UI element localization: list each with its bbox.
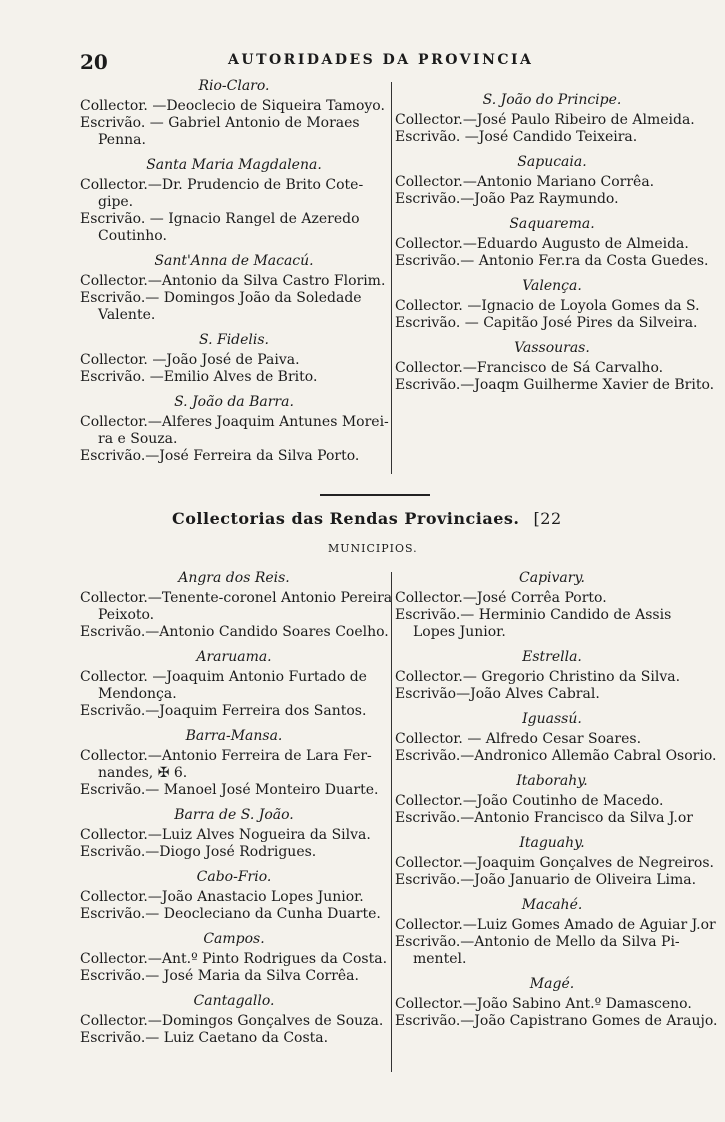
escrivao-entry [395, 686, 709, 703]
escrivao-entry [80, 369, 388, 386]
authority-entry [395, 278, 709, 332]
entry-text: Escrivão.— Luiz Caetano da Costa. [80, 1030, 329, 1046]
entry-text: Escrivão. —Emilio Alves de Brito. [80, 369, 318, 385]
entry-continuation: Lopes Junior. [413, 624, 506, 640]
escrivao-entry [395, 315, 709, 332]
place-name: Campos. [203, 931, 265, 947]
escrivao-entry [80, 115, 388, 149]
authority-entry [395, 570, 709, 641]
authority-entry [80, 394, 388, 465]
authority-entry [395, 92, 709, 146]
entry-text: Collector.—João Coutinho de Macedo. [395, 793, 664, 809]
section-title-text: Collectorias das Rendas Provinciaes. [172, 509, 520, 528]
entry-continuation: nandes, ✠ 6. [98, 765, 188, 781]
entry-text: Collector. —Deoclecio de Siqueira Tamoyo. [80, 98, 385, 114]
entry-text: Escrivão.—João Januario de Oliveira Lima. [395, 872, 697, 888]
entry-continuation: ra e Souza. [98, 431, 178, 447]
running-head: AUTORIDADES DA PROVINCIA [228, 52, 534, 68]
entry-text: Escrivão.—José Ferreira da Silva Porto. [80, 448, 360, 464]
collector-entry [395, 360, 709, 377]
entry-text: Escrivão.—Diogo José Rodrigues. [80, 844, 317, 860]
top-right-column [395, 92, 715, 402]
entry-text: Collector.— Gregorio Christino da Silva. [395, 669, 681, 685]
place-name: Cantagallo. [193, 993, 275, 1009]
entry-continuation: Peixoto. [98, 607, 155, 623]
entry-text: Collector.—Alferes Joaquim Antunes Morei- [80, 414, 389, 430]
escrivao-entry [80, 782, 388, 799]
authority-entry [395, 154, 709, 208]
authority-entry [395, 835, 714, 889]
escrivao-entry [395, 934, 709, 968]
entry-text: Escrivão.— Domingos João da Soledade [80, 290, 362, 306]
collector-entry [80, 590, 393, 624]
entry-continuation: mentel. [413, 951, 467, 967]
escrivao-entry [80, 1030, 388, 1047]
collector-entry [80, 352, 388, 369]
authority-entry [80, 570, 393, 641]
place-name: Vassouras. [514, 340, 590, 356]
place-name: Santa Maria Magdalena. [146, 157, 322, 173]
escrivao-entry [80, 968, 388, 985]
entry-text: Escrivão.—Andronico Allemão Cabral Osorio. [395, 748, 717, 764]
entry-text: Escrivão.— Manoel José Monteiro Duarte. [80, 782, 379, 798]
entry-text: Collector.—Domingos Gonçalves de Souza. [80, 1013, 384, 1029]
place-name: Magé. [529, 976, 575, 992]
entry-text: Escrivão. — Capitão José Pires da Silveira. [395, 315, 698, 331]
entry-text: Escrivão.— Deocleciano da Cunha Duarte. [80, 906, 381, 922]
entry-continuation: Valente. [98, 307, 156, 323]
collector-entry [80, 669, 388, 703]
escrivao-entry [80, 624, 388, 641]
place-name: Barra-Mansa. [185, 728, 283, 744]
escrivao-entry [80, 290, 388, 324]
collector-entry [395, 174, 709, 191]
collector-entry [80, 98, 388, 115]
place-name: S. Fidelis. [198, 332, 270, 348]
collector-entry [80, 1013, 388, 1030]
entry-text: Escrivão—João Alves Cabral. [395, 686, 600, 702]
entry-continuation: gipe. [98, 194, 134, 210]
entry-text: Escrivão.—Antonio de Mello da Silva Pi- [395, 934, 680, 950]
entry-text: Collector.—Antonio Mariano Corrêa. [395, 174, 655, 190]
escrivao-entry [80, 844, 388, 861]
entry-text: Collector.—José Corrêa Porto. [395, 590, 607, 606]
place-name: Macahé. [521, 897, 583, 913]
escrivao-entry [80, 211, 388, 245]
collector-entry [80, 827, 388, 844]
authority-entry [80, 931, 388, 985]
collector-entry [395, 590, 709, 607]
entry-text: Collector.—Tenente-coronel Antonio Pereira [80, 590, 393, 606]
entry-text: Collector.—João Anastacio Lopes Junior. [80, 889, 364, 905]
collector-entry [80, 951, 388, 968]
place-name: Barra de S. João. [174, 807, 294, 823]
entry-text: Escrivão.— José Maria da Silva Corrêa. [80, 968, 359, 984]
escrivao-entry [395, 1013, 718, 1030]
escrivao-entry [80, 448, 388, 465]
authority-entry [80, 253, 388, 324]
collector-entry [80, 177, 388, 211]
authority-entry [395, 340, 715, 394]
place-name: Capivary. [519, 570, 585, 586]
authority-entry [80, 332, 388, 386]
collector-entry [80, 748, 388, 782]
collector-entry [395, 112, 709, 129]
place-name: Angra dos Reis. [178, 570, 290, 586]
entry-text: Collector. —Ignacio de Loyola Gomes da S. [395, 298, 700, 314]
entry-text: Collector. —Joaquim Antonio Furtado de [80, 669, 367, 685]
authority-entry [395, 711, 717, 765]
entry-text: Escrivão.—Joaqm Guilherme Xavier de Brito. [395, 377, 715, 393]
escrivao-entry [80, 906, 388, 923]
place-name: Estrella. [522, 649, 582, 665]
entry-text: Collector.—Joaquim Gonçalves de Negreiros. [395, 855, 714, 871]
place-name: Rio-Claro. [198, 78, 270, 94]
page-number: 20 [80, 50, 108, 74]
escrivao-entry [395, 872, 709, 889]
collector-entry [80, 273, 388, 290]
authority-entry [395, 897, 716, 968]
entry-text: Collector.—Antonio Ferreira de Lara Fer- [80, 748, 372, 764]
escrivao-entry [395, 253, 709, 270]
collector-entry [80, 889, 388, 906]
authority-entry [80, 728, 388, 799]
entry-continuation: Penna. [98, 132, 146, 148]
place-name: Araruama. [196, 649, 272, 665]
entry-text: Escrivão.—João Capistrano Gomes de Araujo. [395, 1013, 718, 1029]
entry-text: Collector.—Francisco de Sá Carvalho. [395, 360, 664, 376]
escrivao-entry [395, 748, 717, 765]
section-subtitle: MUNICIPIOS. [328, 542, 418, 555]
entry-text: Escrivão.—João Paz Raymundo. [395, 191, 619, 207]
entry-text: Collector.—José Paulo Ribeiro de Almeida. [395, 112, 695, 128]
entry-continuation: Mendonça. [98, 686, 177, 702]
authority-entry [395, 976, 718, 1030]
entry-text: Collector. — Alfredo Cesar Soares. [395, 731, 642, 747]
escrivao-entry [395, 810, 709, 827]
collector-entry [395, 996, 709, 1013]
authority-entry [395, 216, 709, 270]
entry-text: Collector.—Antonio da Silva Castro Florim. [80, 273, 386, 289]
collector-entry [395, 236, 709, 253]
entry-text: Escrivão.—Antonio Candido Soares Coelho. [80, 624, 389, 640]
authority-entry [80, 157, 388, 245]
place-name: Itaborahy. [516, 773, 588, 789]
place-name: Sapucaia. [517, 154, 587, 170]
escrivao-entry [395, 377, 715, 394]
entry-text: Collector.—Luiz Alves Nogueira da Silva. [80, 827, 371, 843]
escrivao-entry [395, 607, 709, 641]
place-name: Cabo-Frio. [196, 869, 272, 885]
entry-text: Escrivão.— Herminio Candido de Assis [395, 607, 672, 623]
collector-entry [395, 731, 709, 748]
entry-text: Escrivão.—Joaquim Ferreira dos Santos. [80, 703, 367, 719]
authority-entry [80, 869, 388, 923]
bottom-column-divider [391, 572, 392, 1072]
entry-text: Collector. —João José de Paiva. [80, 352, 300, 368]
collector-entry [80, 414, 388, 448]
authority-entry [80, 78, 388, 149]
authority-entry [395, 773, 709, 827]
collector-entry [395, 669, 709, 686]
authority-entry [80, 993, 388, 1047]
place-name: Saquarema. [509, 216, 595, 232]
bottom-right-column [395, 570, 718, 1038]
top-left-column [80, 78, 388, 473]
entry-text: Escrivão.—Antonio Francisco da Silva J.or [395, 810, 693, 826]
entry-text: Collector.—João Sabino Ant.º Damasceno. [395, 996, 692, 1012]
place-name: Sant'Anna de Macacú. [154, 253, 314, 269]
entry-text: Escrivão. —José Candido Teixeira. [395, 129, 638, 145]
place-name: S. João da Barra. [174, 394, 294, 410]
section-title [172, 509, 562, 528]
entry-text: Escrivão. — Gabriel Antonio de Moraes [80, 115, 360, 131]
place-name: S. João do Principe. [482, 92, 622, 108]
authority-entry [80, 649, 388, 720]
entry-text: Collector.—Luiz Gomes Amado de Aguiar J.or [395, 917, 716, 933]
escrivao-entry [395, 191, 709, 208]
entry-text: Escrivão. — Ignacio Rangel de Azeredo [80, 211, 360, 227]
place-name: Iguassú. [522, 711, 582, 727]
authority-entry [80, 807, 388, 861]
collector-entry [395, 855, 714, 872]
escrivao-entry [80, 703, 388, 720]
collector-entry [395, 917, 716, 934]
place-name: Valença. [522, 278, 582, 294]
bottom-left-column [80, 570, 393, 1055]
section-separator [320, 494, 430, 496]
top-column-divider [391, 82, 392, 474]
collector-entry [395, 298, 709, 315]
escrivao-entry [395, 129, 709, 146]
entry-text: Escrivão.— Antonio Fer.ra da Costa Guedes. [395, 253, 709, 269]
entry-text: Collector.—Ant.º Pinto Rodrigues da Costa. [80, 951, 388, 967]
entry-text: Collector.—Dr. Prudencio de Brito Cote- [80, 177, 364, 193]
place-name: Itaguahy. [519, 835, 585, 851]
authority-entry [395, 649, 709, 703]
section-ref: [22 [533, 509, 562, 528]
entry-text: Collector.—Eduardo Augusto de Almeida. [395, 236, 689, 252]
entry-continuation: Coutinho. [98, 228, 167, 244]
collector-entry [395, 793, 709, 810]
